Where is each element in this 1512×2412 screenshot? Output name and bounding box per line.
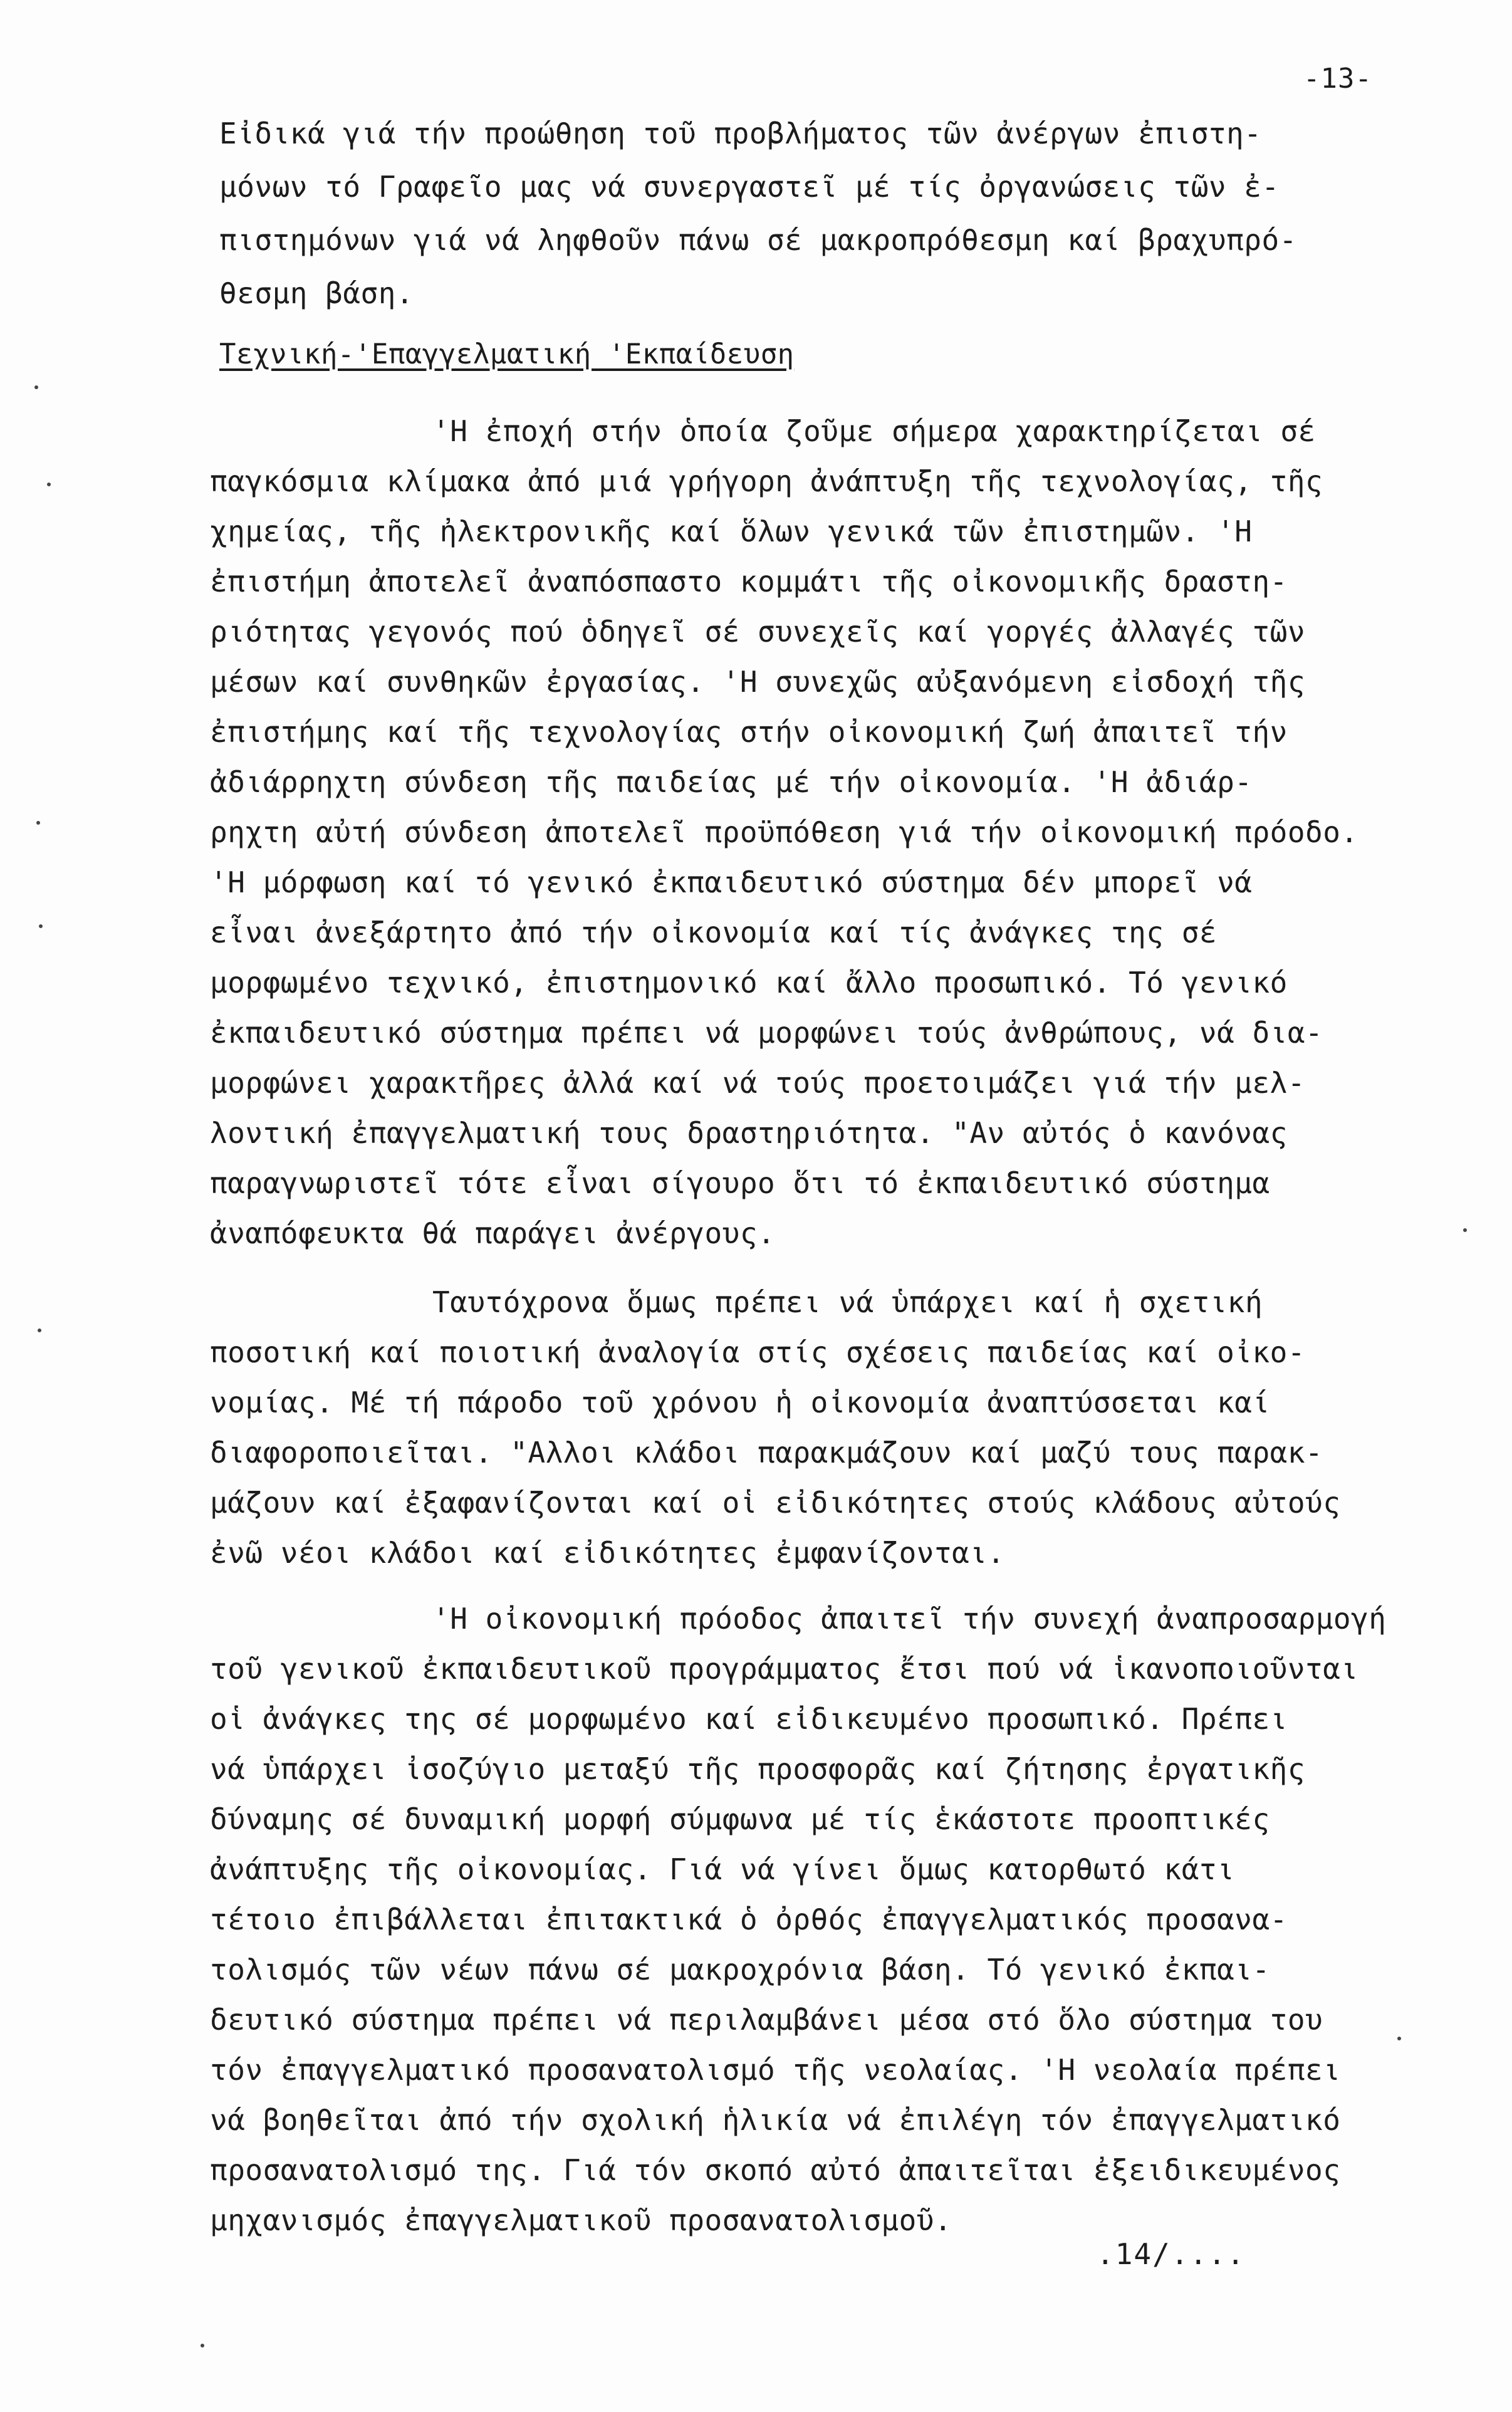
paragraph-line: τοῦ γενικοῦ ἐκπαιδευτικοῦ προγράμματος ἔτσι πού νά ἱκανοποιοῦνται bbox=[210, 1652, 1358, 1686]
paragraph-line: ἐκπαιδευτικό σύστημα πρέπει νά μορφώνει τούς ἀνθρώπους, νά δια- bbox=[210, 1016, 1323, 1050]
paragraph-line: δευτικό σύστημα πρέπει νά περιλαμβάνει μέσα στό ὅλο σύστημα του bbox=[210, 2003, 1323, 2037]
paragraph-line: ἐνῶ νέοι κλάδοι καί εἰδικότητες ἐμφανίζονται. bbox=[210, 1536, 1005, 1570]
scan-speck bbox=[201, 2344, 204, 2347]
paragraph-line: ρηχτη αὐτή σύνδεση ἀποτελεῖ προϋπόθεση γιά τήν οἰκονομική πρόοδο. bbox=[210, 815, 1358, 849]
paragraph-line: τολισμός τῶν νέων πάνω σέ μακροχρόνια βάση. Τό γενικό ἐκπαι- bbox=[210, 1953, 1270, 1987]
paragraph-line: ἐπιστήμη ἀποτελεῖ ἀναπόσπαστο κομμάτι τῆς οἰκονομικῆς δραστη- bbox=[210, 565, 1288, 598]
paragraph-line: νά βοηθεῖται ἀπό τήν σχολική ἡλικία νά ἐπιλέγη τόν ἐπαγγελματικό bbox=[210, 2103, 1341, 2137]
intro-line: θεσμη βάση. bbox=[219, 276, 414, 310]
scan-speck bbox=[34, 385, 38, 389]
paragraph-line: ποσοτική καί ποιοτική ἀναλογία στίς σχέσεις παιδείας καί οἰκο- bbox=[210, 1335, 1306, 1369]
paragraph-line: οἱ ἀνάγκες της σέ μορφωμένο καί εἰδικευμένο προσωπικό. Πρέπει bbox=[210, 1702, 1288, 1736]
paragraph-line: προσανατολισμό της. Γιά τόν σκοπό αὐτό ἀπαιτεῖται ἐξειδικευμένος bbox=[210, 2153, 1341, 2187]
paragraph-line: μορφωμένο τεχνικό, ἐπιστημονικό καί ἄλλο προσωπικό. Τό γενικό bbox=[210, 966, 1288, 1000]
section-heading: Τεχνική-'Επαγγελματική 'Εκπαίδευση bbox=[219, 338, 795, 370]
paragraph-line: ἀναπόφευκτα θά παράγει ἀνέργους. bbox=[210, 1216, 776, 1250]
paragraph-line: διαφοροποιεῖται. "Αλλοι κλάδοι παρακμάζουν καί μαζύ τους παρακ- bbox=[210, 1436, 1323, 1470]
scan-speck bbox=[38, 1329, 41, 1332]
paragraph-line: μηχανισμός ἐπαγγελματικοῦ προσανατολισμοῦ. bbox=[210, 2203, 952, 2237]
scan-speck bbox=[1463, 1228, 1467, 1232]
paragraph-line: μορφώνει χαρακτῆρες ἀλλά καί νά τούς προετοιμάζει γιά τήν μελ- bbox=[210, 1066, 1306, 1100]
paragraph-line: 'Η ἐποχή στήν ὁποία ζοῦμε σήμερα χαρακτηρίζεται σέ bbox=[432, 414, 1316, 448]
paragraph-line: παγκόσμια κλίμακα ἀπό μιά γρήγορη ἀνάπτυξη τῆς τεχνολογίας, τῆς bbox=[210, 464, 1323, 498]
paragraph-line: νά ὑπάρχει ἰσοζύγιο μεταξύ τῆς προσφορᾶς καί ζήτησης ἐργατικῆς bbox=[210, 1752, 1306, 1786]
paragraph-line: μέσων καί συνθηκῶν ἐργασίας. 'Η συνεχῶς αὐξανόμενη εἰσδοχή τῆς bbox=[210, 665, 1306, 699]
paragraph-line: παραγνωριστεῖ τότε εἶναι σίγουρο ὅτι τό ἐκπαιδευτικό σύστημα bbox=[210, 1166, 1270, 1200]
paragraph-line: τόν ἐπαγγελματικό προσανατολισμό τῆς νεολαίας. 'Η νεολαία πρέπει bbox=[210, 2053, 1341, 2087]
paragraph-line: 'Η μόρφωση καί τό γενικό ἐκπαιδευτικό σύστημα δέν μπορεῖ νά bbox=[210, 865, 1253, 899]
paragraph-line: τέτοιο ἐπιβάλλεται ἐπιτακτικά ὁ ὀρθός ἐπαγγελματικός προσανα- bbox=[210, 1903, 1288, 1936]
paragraph-line: ἀδιάρρηχτη σύνδεση τῆς παιδείας μέ τήν οἰκονομία. 'Η ἀδιάρ- bbox=[210, 765, 1253, 799]
paragraph-line: λοντική ἐπαγγελματική τους δραστηριότητα. "Αν αὐτός ὁ κανόνας bbox=[210, 1116, 1288, 1150]
paragraph-line: χημείας, τῆς ἠλεκτρονικῆς καί ὅλων γενικά τῶν ἐπιστημῶν. 'Η bbox=[210, 514, 1253, 548]
paragraph-line: μάζουν καί ἐξαφανίζονται καί οἱ εἰδικότητες στούς κλάδους αὐτούς bbox=[210, 1486, 1341, 1520]
paragraph-line: δύναμης σέ δυναμική μορφή σύμφωνα μέ τίς ἑκάστοτε προοπτικές bbox=[210, 1802, 1270, 1836]
intro-line: μόνων τό Γραφεῖο μας νά συνεργαστεῖ μέ τίς ὀργανώσεις τῶν ἐ- bbox=[219, 170, 1280, 204]
page-number: -13- bbox=[1303, 63, 1372, 95]
paragraph-line: ἀνάπτυξης τῆς οἰκονομίας. Γιά νά γίνει ὅμως κατορθωτό κάτι bbox=[210, 1852, 1235, 1886]
continuation-marker: .14/.... bbox=[1097, 2237, 1246, 2271]
scan-speck bbox=[47, 483, 51, 486]
paragraph-line: νομίας. Μέ τή πάροδο τοῦ χρόνου ἡ οἰκονομία ἀναπτύσσεται καί bbox=[210, 1386, 1270, 1419]
paragraph-line: ἐπιστήμης καί τῆς τεχνολογίας στήν οἰκονομική ζωή ἀπαιτεῖ τήν bbox=[210, 715, 1288, 749]
paragraph-line: Ταυτόχρονα ὅμως πρέπει νά ὑπάρχει καί ἡ σχετική bbox=[432, 1285, 1263, 1319]
scan-speck bbox=[39, 924, 43, 928]
paragraph-line: ριότητας γεγονός πού ὁδηγεῖ σέ συνεχεῖς καί γοργές ἀλλαγές τῶν bbox=[210, 615, 1306, 649]
paragraph-line: εἶναι ἀνεξάρτητο ἀπό τήν οἰκονομία καί τίς ἀνάγκες της σέ bbox=[210, 916, 1217, 949]
intro-line: πιστημόνων γιά νά ληφθοῦν πάνω σέ μακροπρόθεσμη καί βραχυπρό- bbox=[219, 223, 1297, 257]
scan-speck bbox=[36, 821, 40, 825]
scan-speck bbox=[1397, 2037, 1401, 2040]
intro-line: Εἰδικά γιά τήν προώθηση τοῦ προβλήματος τῶν ἀνέργων ἐπιστη- bbox=[219, 117, 1262, 150]
paragraph-line: 'Η οἰκονομική πρόοδος ἀπαιτεῖ τήν συνεχή ἀναπροσαρμογή bbox=[432, 1602, 1387, 1636]
